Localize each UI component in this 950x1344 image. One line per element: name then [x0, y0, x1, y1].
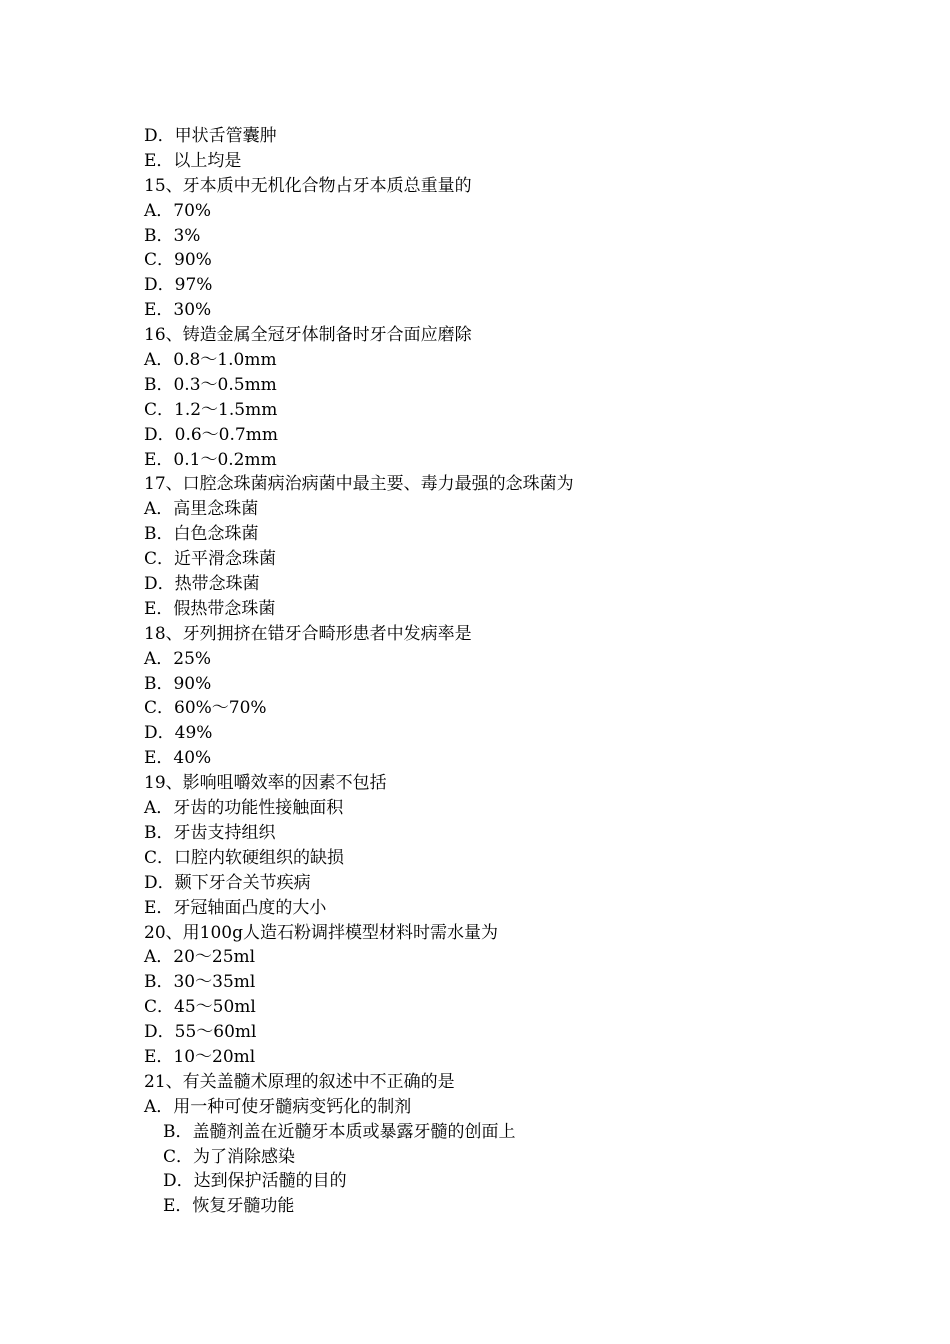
option-line: C．为了消除感染 — [163, 1146, 296, 1167]
option-line: D．颞下牙合关节疾病 — [144, 872, 311, 893]
question-line: 15、牙本质中无机化合物占牙本质总重量的 — [144, 175, 472, 196]
option-line: A．20～25ml — [144, 947, 256, 968]
option-line: C．90% — [144, 250, 212, 271]
option-line: D．热带念珠菌 — [144, 574, 260, 595]
option-line: B．3% — [144, 225, 201, 246]
option-line: B．牙齿支持组织 — [144, 822, 276, 843]
question-line: 17、口腔念珠菌病治病菌中最主要、毒力最强的念珠菌为 — [144, 474, 574, 495]
option-line: E．10～20ml — [144, 1046, 256, 1067]
option-line: E．以上均是 — [144, 150, 242, 171]
option-line: C．1.2～1.5mm — [144, 399, 278, 420]
option-line: E．40% — [144, 748, 212, 769]
option-line: C．口腔内软硬组织的缺损 — [144, 847, 345, 868]
option-line: A．0.8～1.0mm — [144, 350, 277, 371]
option-line: B．0.3～0.5mm — [144, 374, 277, 395]
option-line: A．高里念珠菌 — [144, 499, 259, 520]
question-line: 18、牙列拥挤在错牙合畸形患者中发病率是 — [144, 623, 472, 644]
option-line: D．49% — [144, 723, 213, 744]
option-line: B．90% — [144, 673, 212, 694]
question-line: 16、铸造金属全冠牙体制备时牙合面应磨除 — [144, 325, 472, 346]
question-line: 21、有关盖髓术原理的叙述中不正确的是 — [144, 1071, 455, 1092]
option-line: A．牙齿的功能性接触面积 — [144, 798, 344, 819]
question-line: 20、用100g人造石粉调拌模型材料时需水量为 — [144, 922, 498, 943]
question-line: 19、影响咀嚼效率的因素不包括 — [144, 773, 387, 794]
option-line: D．甲状舌管囊肿 — [144, 126, 277, 146]
option-line: E．30% — [144, 300, 212, 321]
option-line: A．70% — [144, 200, 212, 221]
option-line: C．近平滑念珠菌 — [144, 549, 277, 570]
option-line: D．0.6～0.7mm — [144, 424, 278, 445]
option-line: B．白色念珠菌 — [144, 524, 259, 545]
option-line: B．盖髓剂盖在近髓牙本质或暴露牙髓的创面上 — [163, 1121, 516, 1142]
option-line: E．恢复牙髓功能 — [163, 1196, 295, 1217]
option-line: A．用一种可使牙髓病变钙化的制剂 — [144, 1096, 412, 1117]
option-line: E．牙冠轴面凸度的大小 — [144, 897, 327, 918]
question-list — [144, 124, 824, 1219]
option-line: C．60%～70% — [144, 698, 267, 719]
option-line: B．30～35ml — [144, 972, 256, 993]
option-line: C．45～50ml — [144, 997, 256, 1018]
option-line: D．达到保护活髓的目的 — [163, 1171, 347, 1192]
option-line: E．假热带念珠菌 — [144, 598, 276, 619]
option-line: E．0.1～0.2mm — [144, 449, 277, 470]
option-line: D．97% — [144, 275, 213, 296]
option-line: A．25% — [144, 648, 212, 669]
option-line: D．55～60ml — [144, 1022, 257, 1043]
